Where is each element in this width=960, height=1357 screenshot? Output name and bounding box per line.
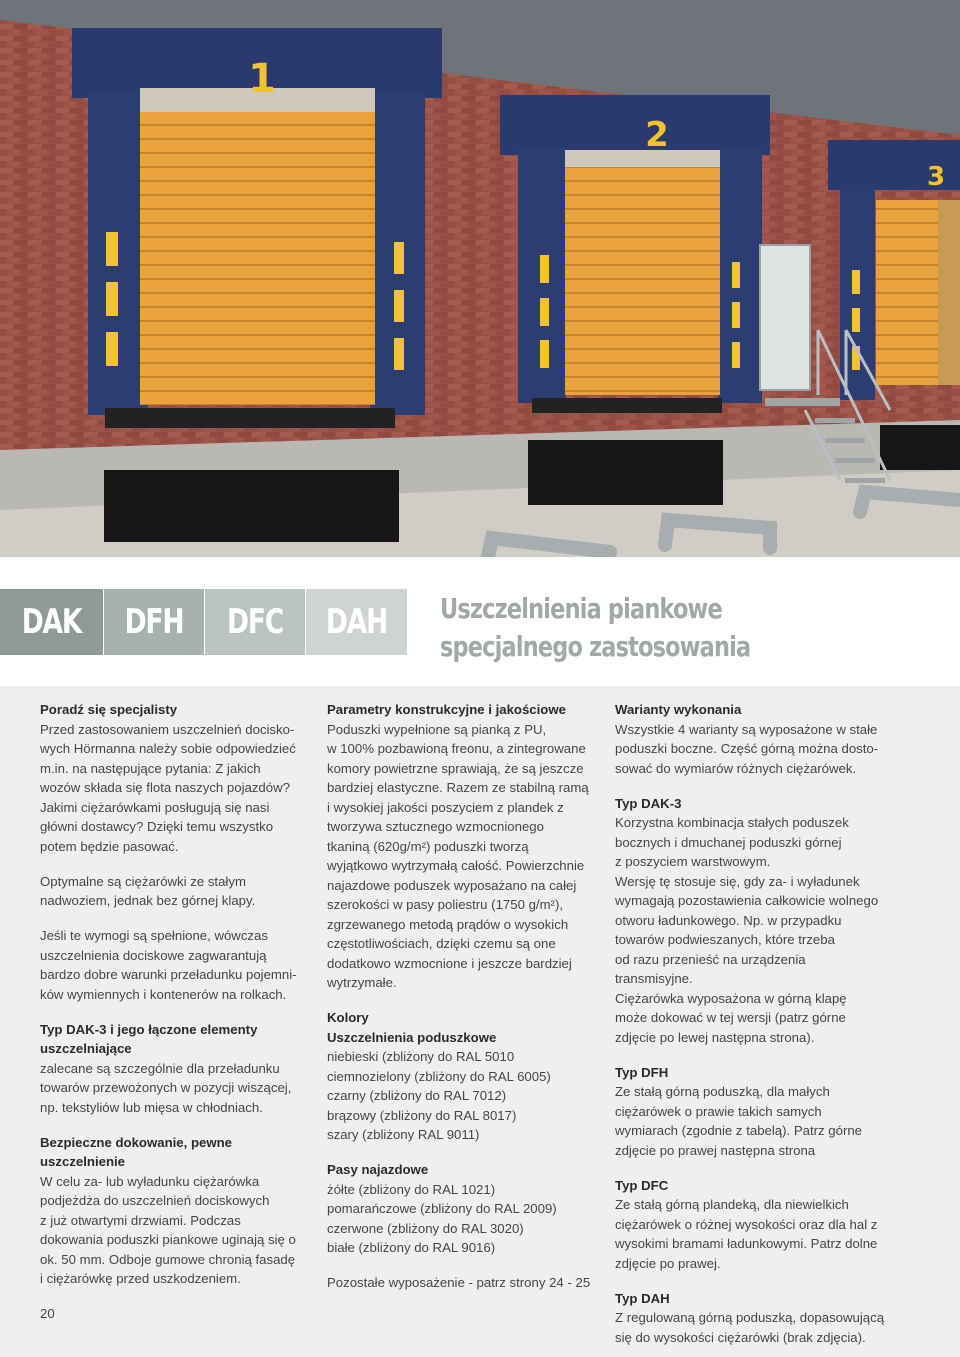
body-line: tworzywa sztucznego wzmocnionego xyxy=(327,819,544,834)
body-line: Ze stałą górną poduszką, dla małych xyxy=(615,1084,830,1099)
body-line: zdjęcie po prawej następna strona xyxy=(615,1142,816,1158)
paragraph-gap xyxy=(40,1004,308,1020)
body-line: czerwone (zbliżony do RAL 3020) xyxy=(327,1220,524,1236)
body-line: zalecane są szczególnie dla przeładunku xyxy=(40,1060,280,1076)
body-line: towarów przewożonych w pozycji wiszącej, xyxy=(40,1080,292,1095)
body-line: m.in. na następujące pytania: Z jakich xyxy=(40,760,261,776)
body-line: ciężarówek o prawie takich samych xyxy=(615,1103,822,1119)
body-line: Wersję tę stosuje się, gdy za- i wyładunek xyxy=(615,873,860,889)
body-line: wozów składa się flota naszych pojazdów? xyxy=(40,780,290,795)
body-line: Jeśli te wymogi są spełnione, wówczas xyxy=(40,928,268,943)
section-heading: Uszczelnienia poduszkowe xyxy=(327,1029,497,1045)
paragraph-gap xyxy=(615,1047,885,1063)
body-line: Ciężarówka wyposażona w górną klapę xyxy=(615,990,847,1006)
tab-dak xyxy=(0,589,103,655)
body-line: Jakimi ciężarówkami posługują się nasi xyxy=(40,799,270,815)
body-line: wymiarach (zgodnie z tabelą). Patrz górne xyxy=(615,1123,863,1138)
body-line: nadwoziem, jednak bez górnej klapy. xyxy=(40,893,256,908)
paragraph-gap xyxy=(327,1145,599,1161)
section-heading: Warianty wykonania xyxy=(615,702,742,717)
section-heading: Typ DFC xyxy=(615,1177,669,1193)
body-line: Poduszki wypełnione są pianką z PU, xyxy=(327,721,547,737)
body-line: ciemnozielony (zbliżony do RAL 6005) xyxy=(327,1068,551,1084)
body-line: sować do wymiarów różnych ciężarówek. xyxy=(615,760,857,776)
body-line: czarny (zbliżony do RAL 7012) xyxy=(327,1088,507,1103)
body-line: w 100% pozbawioną freonu, a zintegrowane xyxy=(327,741,586,756)
paragraph-gap xyxy=(40,1117,308,1133)
body-line: z poszyciem warstwowym. xyxy=(615,854,771,869)
heading-line-1: Uszczelnienia piankowe xyxy=(440,592,722,625)
body-line: częstotliwościach, dzięki czemu są one xyxy=(327,936,556,951)
text-column-3 xyxy=(615,700,885,1347)
body-line: i ciężarówkę przed uszkodzeniem. xyxy=(40,1271,241,1286)
body-line: ciężarówek o różnej wysokości oraz dla hal z xyxy=(615,1216,878,1232)
section-heading: Parametry konstrukcyjne i jakościowe xyxy=(327,702,566,717)
door-number-3: 3 xyxy=(926,162,946,192)
body-line: np. tekstyliów lub mięsa w chłodniach. xyxy=(40,1099,263,1115)
body-line: wyjątkowo wytrzymałą całość. Powierzchnie xyxy=(327,858,585,873)
body-line: najazdowe poduszek wyposażano na całej xyxy=(327,877,577,893)
body-line: brązowy (zbliżony do RAL 8017) xyxy=(327,1107,517,1123)
body-line: tkaniną (620g/m²) poduszki tworzą xyxy=(327,838,529,854)
tab-dah xyxy=(306,589,407,655)
paragraph-gap xyxy=(40,911,308,927)
body-line: podjeżdża do uszczelnień dociskowych xyxy=(40,1193,270,1208)
body-line: Przed zastosowaniem uszczelnień docisko- xyxy=(40,721,295,737)
body-line: i wysokiej jakości poszyciem z plandek z xyxy=(327,799,564,815)
body-line: ków wymiennych i kontenerów na rolkach. xyxy=(40,986,287,1002)
paragraph-gap xyxy=(40,856,308,872)
body-line: dokowania poduszki piankowe uginają się o xyxy=(40,1232,296,1247)
tab-label: DAK xyxy=(21,602,82,642)
body-line: Ze stałą górną plandeką, dla niewielkich xyxy=(615,1197,849,1212)
paragraph-gap xyxy=(327,1258,599,1274)
tab-label: DFC xyxy=(226,602,284,642)
body-line: niebieski (zbliżony do RAL 5010 xyxy=(327,1049,515,1064)
body-line: dodatkowo wzmocnione i jeszcze bardziej xyxy=(327,955,572,971)
body-line: wymagają pozostawienia całkowicie wolnego xyxy=(615,893,879,908)
paragraph-gap xyxy=(615,1160,885,1176)
section-heading: Pasy najazdowe xyxy=(327,1162,429,1177)
body-line: otworu ładunkowego. Np. w przypadku xyxy=(615,912,842,928)
door-number-2: 2 xyxy=(645,115,669,155)
section-heading: Kolory xyxy=(327,1010,369,1025)
section-heading-line: Bezpieczne dokowanie, pewne xyxy=(40,1134,232,1150)
body-line: ok. 50 mm. Odboje gumowe chronią fasadę xyxy=(40,1251,296,1267)
section-heading: Typ DAH xyxy=(615,1290,670,1306)
body-line: Korzystna kombinacja stałych poduszek xyxy=(615,815,849,830)
body-line: od razu przenieść na urządzenia transmisyjne. xyxy=(615,951,806,986)
body-line: wych Hörmanna należy sobie odpowiedzieć xyxy=(40,741,296,756)
section-heading: Poradź się specjalisty xyxy=(40,702,178,717)
body-line: W celu za- lub wyładunku ciężarówka xyxy=(40,1173,260,1189)
body-line: komory powietrzne sprawiają, że są jeszcze xyxy=(327,760,584,776)
body-line: z już otwartymi drzwiami. Podczas xyxy=(40,1212,241,1228)
body-line: zgrzewanego metodą prądów o wysokich xyxy=(327,916,569,932)
body-line: potem będzie pasować. xyxy=(40,838,179,854)
body-line: towarów podwieszanych, które trzeba xyxy=(615,932,835,947)
body-line: wytrzymałe. xyxy=(327,975,397,990)
tab-dfh xyxy=(104,589,204,655)
body-line: bardzo dobre warunki przeładunku pojemni- xyxy=(40,967,297,982)
body-line: wysokimi bramami ładunkowymi. Patrz dolne xyxy=(615,1236,878,1251)
body-line: Pozostałe wyposażenie - patrz strony 24 - 25 xyxy=(327,1275,591,1290)
body-line: szerokości w pasy poliestru (1750 g/m²), xyxy=(327,897,563,912)
page-heading xyxy=(440,590,940,666)
body-line: szary (zbliżony RAL 9011) xyxy=(327,1127,480,1142)
heading-line-2: specjalnego zastosowania xyxy=(440,630,751,663)
tab-dfc xyxy=(205,589,305,655)
text-column-1 xyxy=(40,700,308,1289)
body-line: białe (zbliżony do RAL 9016) xyxy=(327,1240,496,1255)
tab-label: DAH xyxy=(325,602,388,642)
section-heading-line: uszczelniające xyxy=(40,1041,132,1056)
door-number-1: 1 xyxy=(248,56,276,102)
section-heading-line: uszczelnienie xyxy=(40,1154,126,1169)
paragraph-gap xyxy=(615,1273,885,1289)
body-line: może dokować w tej wersji (patrz górne xyxy=(615,1010,846,1025)
paragraph-gap xyxy=(615,778,885,794)
tab-label: DFH xyxy=(124,602,184,642)
body-line: pomarańczowe (zbliżony do RAL 2009) xyxy=(327,1201,557,1216)
body-line: bocznych i dmuchanej poduszki górnej xyxy=(615,834,842,850)
section-heading-line: Typ DAK-3 i jego łączone elementy xyxy=(40,1021,258,1037)
body-line: Z regulowaną górną poduszką, dopasowującą xyxy=(615,1310,885,1325)
body-line: bardziej elastyczne. Razem ze stabilną ramą xyxy=(327,780,589,795)
loading-dock-photo xyxy=(0,0,960,557)
body-line: główni dostawcy? Dzięki temu wszystko xyxy=(40,819,274,834)
body-line: zdjęcie po lewej następna strona). xyxy=(615,1029,815,1045)
body-line: Wszystkie 4 warianty są wyposażone w stałe xyxy=(615,721,878,737)
body-line: poduszki boczne. Część górną można dosto- xyxy=(615,741,879,756)
body-line: zdjęcie po prawej. xyxy=(615,1255,721,1271)
body-line: Optymalne są ciężarówki ze stałym xyxy=(40,873,246,889)
body-line: uszczelnienia dociskowe zagwarantują xyxy=(40,947,267,963)
paragraph-gap xyxy=(327,993,599,1009)
section-heading: Typ DFH xyxy=(615,1064,669,1080)
text-column-2 xyxy=(327,700,599,1293)
section-heading: Typ DAK-3 xyxy=(615,795,682,811)
body-line: żółte (zbliżony do RAL 1021) xyxy=(327,1181,496,1197)
body-line: się do wysokości ciężarówki (brak zdjęcia). xyxy=(615,1329,866,1345)
page-number: 20 xyxy=(40,1306,55,1321)
